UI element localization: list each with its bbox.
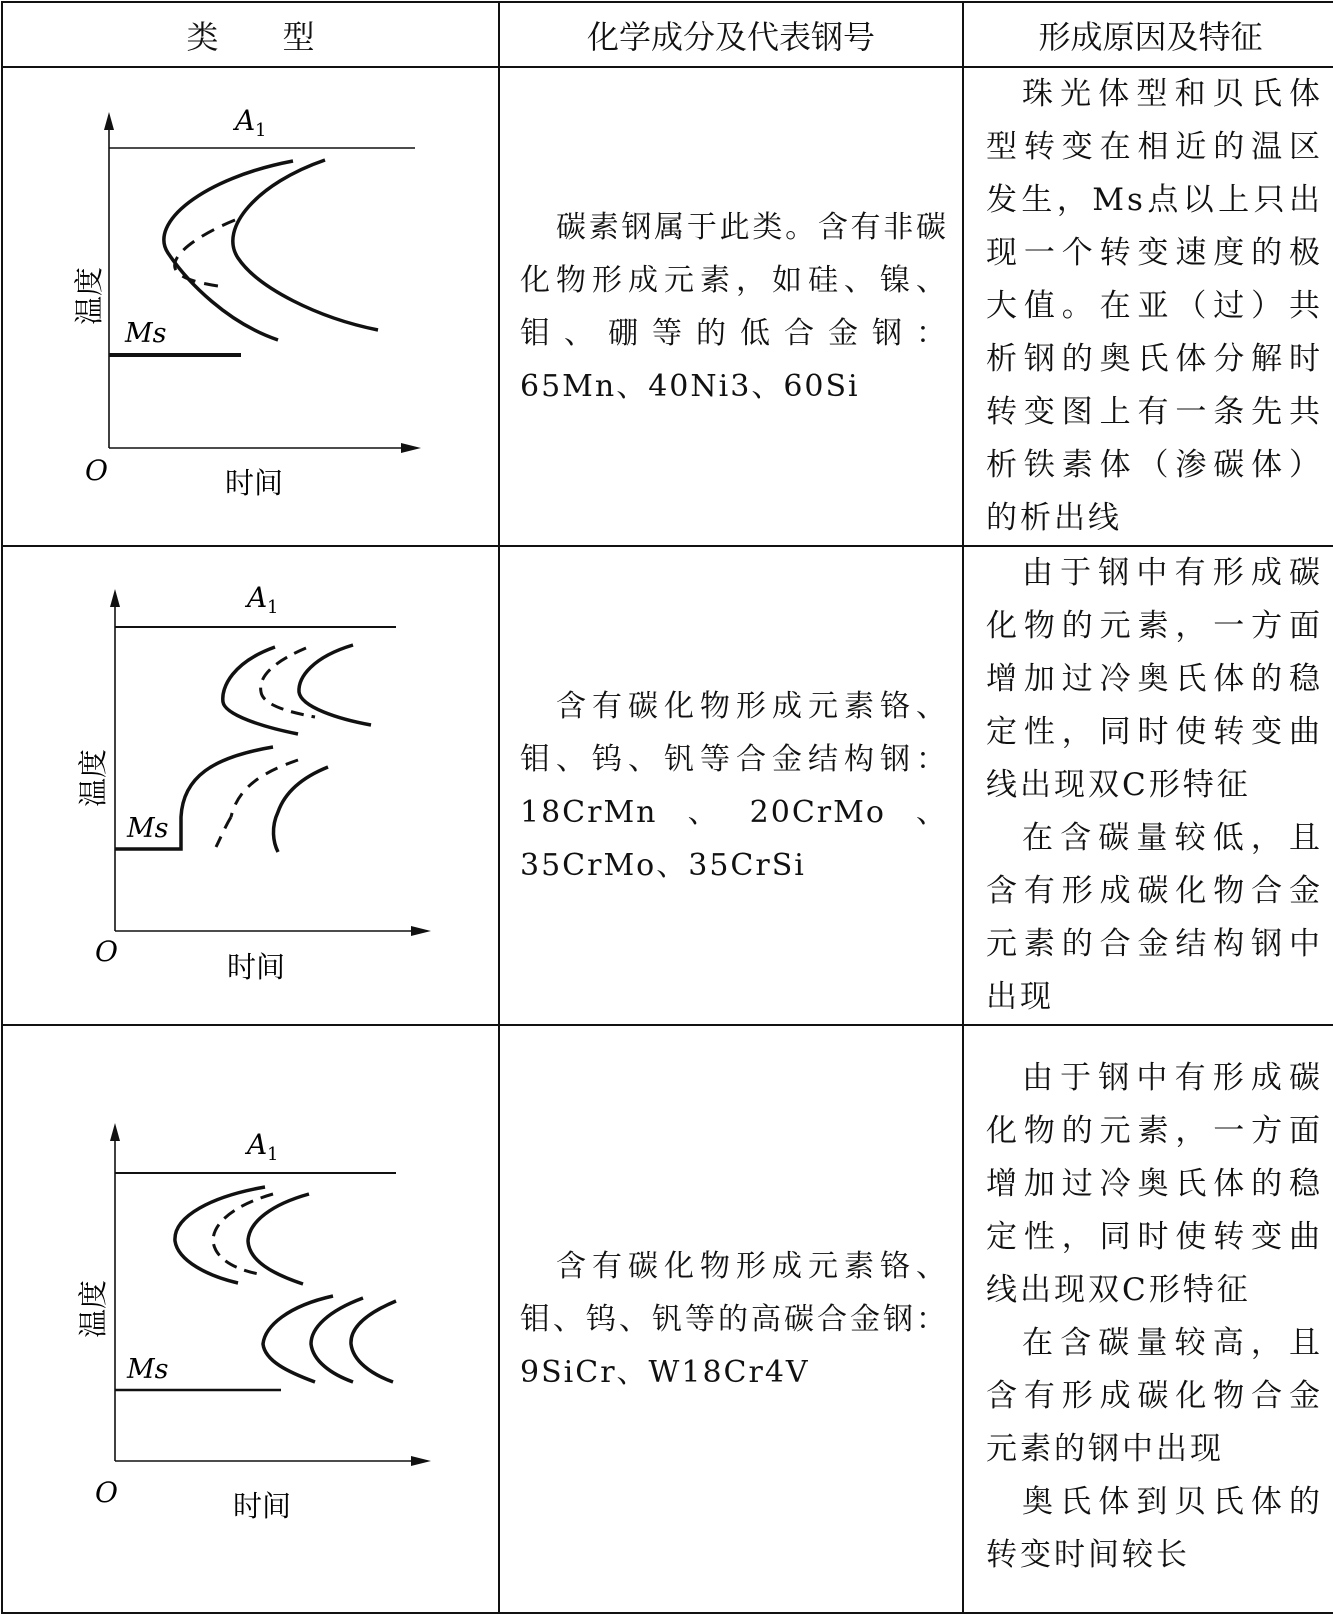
- time-axis-label: 时间: [227, 950, 286, 984]
- header-row: [2, 2, 1333, 67]
- table-row: [2, 67, 1333, 546]
- temperature-axis-label: 温度: [76, 1279, 110, 1338]
- a1-subscript: 1: [255, 120, 267, 141]
- a1-subscript: 1: [267, 1144, 279, 1165]
- temperature-axis-label: 温度: [72, 266, 106, 325]
- feature-paragraph: 在含碳量较低，且含有形成碳化物合金元素的合金结构钢中出现: [986, 820, 1323, 1015]
- a1-label: A: [247, 1128, 268, 1161]
- feature-paragraph: 在含碳量较高，且含有形成碳化物合金元素的钢中出现: [986, 1325, 1323, 1467]
- feature-paragraph: 珠光体型和贝氏体型转变在相近的温区发生，Ms点以上只出现一个转变速度的极大值。在亚（过）共析钢的奥氏体分解时转变图上有一条先共析铁素体（渗碳体）的析出线: [986, 76, 1323, 536]
- ttt-diagram-svg: [3, 68, 498, 534]
- composition-cell: [499, 1025, 963, 1613]
- composition-text: 含有碳化物形成元素铬、钼、钨、钒等的高碳合金钢：9SiCr、W18Cr4V: [520, 1248, 948, 1390]
- origin-label: O: [85, 454, 108, 487]
- table-row: [2, 546, 1333, 1025]
- features-cell: [963, 1025, 1333, 1613]
- header-features: 形成原因及特征: [963, 2, 1333, 67]
- origin-label: O: [95, 935, 118, 968]
- ms-label: Ms: [125, 318, 167, 349]
- table-row: [2, 1025, 1333, 1613]
- type-diagram-cell: [2, 1025, 499, 1613]
- ms-label: Ms: [127, 1354, 169, 1385]
- composition-cell: [499, 67, 963, 546]
- a1-label: A: [247, 581, 268, 614]
- type-diagram-cell: [2, 67, 499, 546]
- header-composition: 化学成分及代表钢号: [499, 2, 963, 67]
- origin-label: O: [95, 1476, 118, 1509]
- ms-label: Ms: [127, 813, 169, 844]
- composition-text: 碳素钢属于此类。含有非碳化物形成元素，如硅、镍、钼、硼等的低合金钢：65Mn、40Ni3、60Si: [520, 209, 948, 404]
- composition-text: 含有碳化物形成元素铬、钼、钨、钒等合金结构钢：18CrMn、20CrMo、35CrMo、35CrSi: [520, 688, 948, 883]
- time-axis-label: 时间: [233, 1489, 292, 1523]
- steel-ttt-table: [1, 1, 1333, 1614]
- feature-paragraph: 由于钢中有形成碳化物的元素，一方面增加过冷奥氏体的稳定性，同时使转变曲线出现双C形特征: [986, 1060, 1323, 1308]
- header-type: 类 型: [2, 2, 499, 67]
- features-cell: [963, 67, 1333, 546]
- temperature-axis-label: 温度: [76, 748, 110, 807]
- time-axis-label: 时间: [225, 466, 284, 500]
- a1-subscript: 1: [267, 597, 279, 618]
- type-diagram-cell: [2, 546, 499, 1025]
- a1-label: A: [235, 104, 256, 137]
- feature-paragraph: 由于钢中有形成碳化物的元素，一方面增加过冷奥氏体的稳定性，同时使转变曲线出现双C形特征: [986, 555, 1323, 803]
- feature-paragraph: 奥氏体到贝氏体的转变时间较长: [986, 1484, 1323, 1573]
- composition-cell: [499, 546, 963, 1025]
- ttt-diagram-svg: [3, 1026, 498, 1612]
- ttt-diagram-svg: [3, 547, 498, 1017]
- features-cell: [963, 546, 1333, 1025]
